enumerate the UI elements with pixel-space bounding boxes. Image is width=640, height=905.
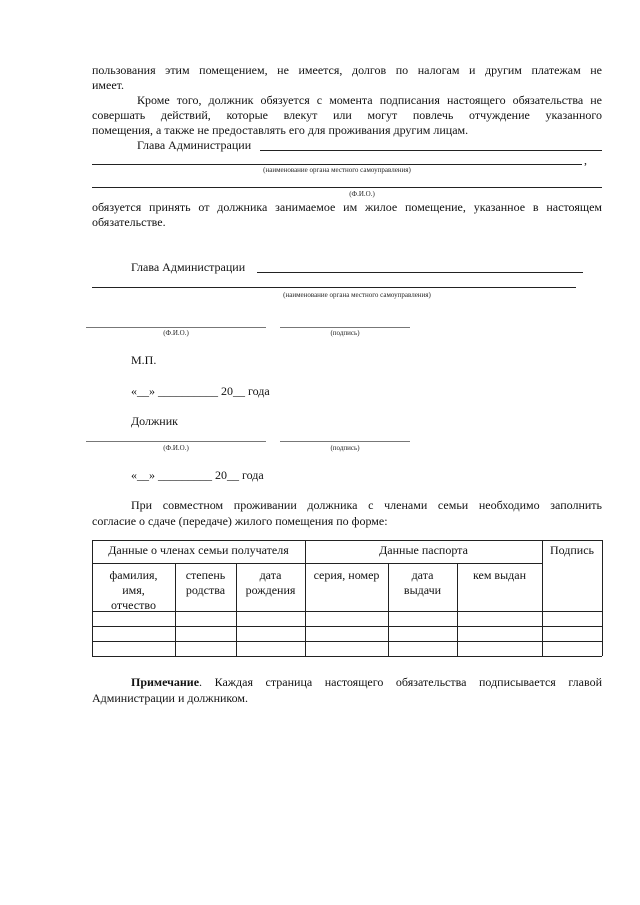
note-line [131, 674, 602, 690]
table-column-header: дата рождения [245, 568, 296, 597]
table-border [602, 540, 603, 656]
head-label: Глава Администрации [137, 138, 252, 152]
signature-caption: (подпись) [330, 444, 360, 452]
organ-line [92, 164, 582, 165]
fio-caption: (Ф.И.О.) [163, 444, 189, 452]
head-label: Глава Администрации [131, 260, 246, 274]
table-column-header: серия, номер [313, 568, 380, 582]
table-border [92, 563, 542, 564]
fio-line [86, 441, 266, 442]
fio-caption: (Ф.И.О.) [349, 190, 375, 198]
paragraph-line: обязуется принять от должника занимаемое им жилое помещение, указанное в настоящем [92, 200, 602, 214]
note-text: . Каждая страница настоящего обязательства подписывается главой [199, 675, 602, 689]
table-border [92, 641, 602, 642]
signature-line [280, 441, 410, 442]
paragraph-line: обязательстве. [92, 215, 166, 229]
organ-caption: (наименование органа местного самоуправления) [283, 291, 431, 299]
note-label: Примечание [131, 675, 200, 689]
paragraph-line: имеет. [92, 78, 125, 92]
table-border [92, 626, 602, 627]
date-line: «__» _________ 20__ года [131, 468, 264, 482]
table-group-header: Данные паспорта [379, 543, 468, 557]
fio-line [86, 327, 266, 328]
signature-caption: (подпись) [330, 329, 360, 337]
organ-caption: (наименование органа местного самоуправления) [263, 166, 411, 174]
paragraph-line: При совместном проживании должника с членами семьи необходимо заполнить [131, 498, 602, 512]
fio-caption: (Ф.И.О.) [163, 329, 189, 337]
table-column-header: кем выдан [472, 568, 527, 582]
paragraph-line: помещения, а также не предоставлять его для проживания другим лицам. [92, 123, 469, 137]
paragraph-line: Кроме того, должник обязуется с момента подписания настоящего обязательства не [137, 93, 602, 107]
seal-label: М.П. [131, 353, 157, 367]
head-name-line [260, 150, 602, 151]
note-line: Администрации и должником. [92, 691, 249, 705]
table-group-header: Данные о членах семьи получателя [108, 543, 289, 557]
debtor-label: Должник [131, 414, 178, 428]
head-name-line [257, 272, 583, 273]
table-column-header: дата выдачи [403, 568, 442, 597]
table-border [92, 656, 602, 657]
table-group-header: Подпись [549, 543, 595, 557]
organ-line [92, 287, 576, 288]
paragraph-line: совершать действий, которые влекут или могут повлечь отчуждение указанного [92, 108, 602, 122]
paragraph-line: согласие о сдаче (передаче) жилого помещения по форме: [92, 514, 388, 528]
table-border [92, 540, 602, 541]
table-column-header: фамилия, имя, отчество [109, 568, 158, 612]
signature-line [280, 327, 410, 328]
comma: , [584, 153, 587, 167]
paragraph-line: пользования этим помещением, не имеется, долгов по налогам и другим платежам не [92, 63, 602, 77]
table-column-header: степень родства [185, 568, 226, 597]
date-line: «__» __________ 20__ года [131, 384, 270, 398]
fio-line [92, 187, 602, 188]
